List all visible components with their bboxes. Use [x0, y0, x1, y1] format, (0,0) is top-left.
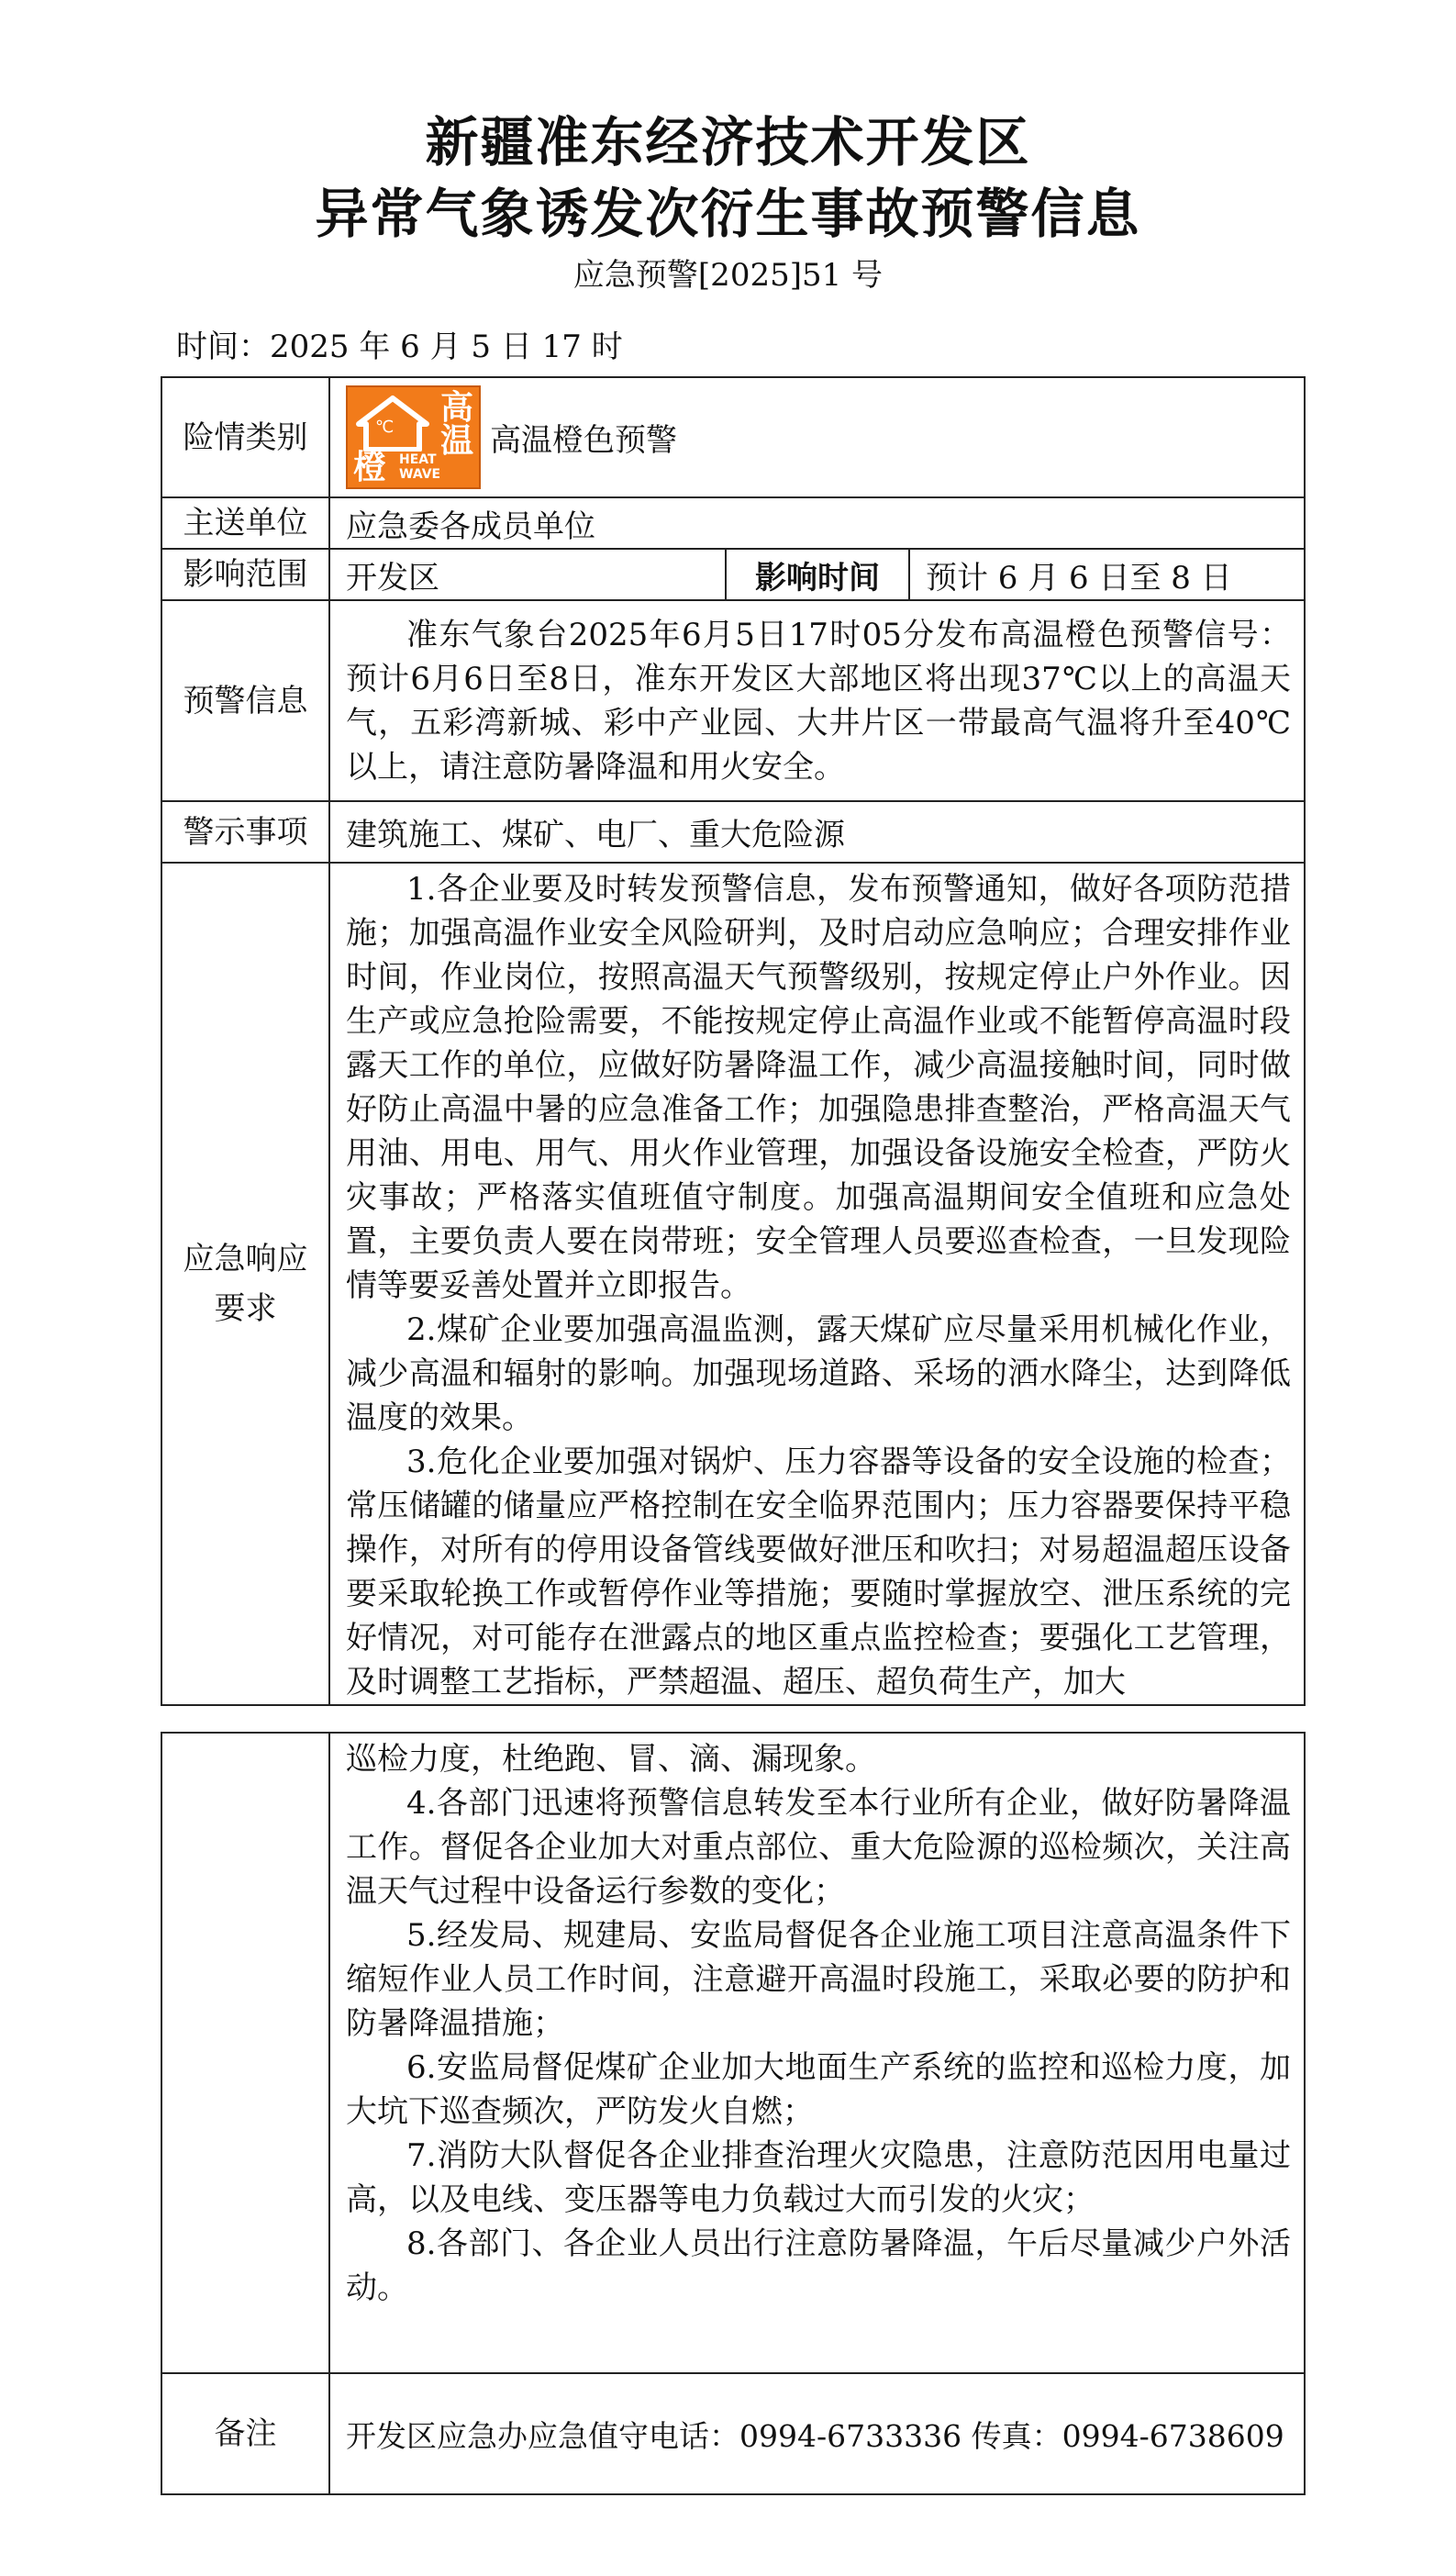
response-item-5: 5.经发局、规建局、安监局督促各企业施工项目注意高温条件下缩短作业人员工作时间，注意避开高温时段施工，采取必要的防护和防暑降温措施；	[346, 1917, 1291, 2042]
scope-value: 开发区	[346, 559, 439, 597]
row-warning	[162, 599, 1304, 800]
row-response	[162, 862, 1304, 1704]
remarks-value: 开发区应急办应急值守电话：0994-6733336 传真：0994-6738609	[346, 2417, 1284, 2454]
row-scope	[162, 548, 1304, 599]
warning-label: 预警信息	[162, 601, 330, 800]
recipient-label: 主送单位	[162, 498, 330, 548]
response-item-6: 6.安监局督促煤矿企业加大地面生产系统的监控和巡检力度，加大坑下巡查频次，严防发火自燃；	[346, 2049, 1291, 2130]
row-recipient	[162, 496, 1304, 548]
badge-char-top: 高	[439, 389, 473, 427]
response-label-empty	[162, 1734, 330, 2372]
response-value-cell	[330, 864, 1304, 1704]
response-label-line1: 应急响应	[183, 1241, 308, 1277]
badge-char-bottom: 橙	[353, 449, 387, 486]
warning-table-continued	[161, 1732, 1306, 2495]
page-title: 新疆准东经济技术开发区	[425, 111, 1031, 173]
celsius-symbol: ℃	[375, 418, 395, 437]
response-label-line2: 要求	[214, 1290, 277, 1327]
alert-value: 建筑施工、煤矿、电厂、重大危险源	[346, 817, 845, 853]
badge-char-mid: 温	[439, 422, 473, 460]
badge-english: HEAT WAVE	[399, 452, 441, 482]
response-value-continued	[330, 1734, 1304, 2372]
response-item-2: 2.煤矿企业要加强高温监测，露天煤矿应尽量采用机械化作业，减少高温和辐射的影响。加强现场道路、采场的洒水降尘，达到降低温度的效果。	[346, 1311, 1291, 1436]
response-item-8: 8.各部门、各企业人员出行注意防暑降温，午后尽量减少户外活动。	[346, 2225, 1291, 2306]
page-subtitle: 异常气象诱发次衍生事故预警信息	[315, 183, 1141, 245]
remarks-label: 备注	[162, 2374, 330, 2493]
row-response-continued	[162, 1734, 1304, 2372]
row-alert	[162, 800, 1304, 862]
issue-time: 时间：2025 年 6 月 5 日 17 时	[176, 329, 623, 365]
response-item-1: 1.各企业要及时转发预警信息，发布预警通知，做好各项防范措施；加强高温作业安全风险研判，及时启动应急响应；合理安排作业时间，作业岗位，按照高温天气预警级别，按规定停止户外作业。因生产或应急抢险需要，不能按规定停止高温作业或不能暂停高温时段露天工作的单位，应做好防暑降温工作，减少高温接触时间，同时做好防止高温中暑的应急准备工作；加强隐患排查整治，严格高温天气用油、用电、用气、用火作业管理，加强设备设施安全检查，严防火灾事故；严格落实值班值守制度。加强高温期间安全值班和应急处置，主要负责人要在岗带班；安全管理人员要巡查检查，一旦发现险情等要妥善处置并立即报告。	[346, 871, 1291, 1304]
heat-warning-orange-icon	[346, 385, 481, 489]
document-number: 应急预警[2025]51 号	[572, 257, 884, 294]
impact-time-value: 预计 6 月 6 日至 8 日	[926, 559, 1232, 597]
response-item-3-continued: 巡检力度，杜绝跑、冒、滴、漏现象。	[346, 1741, 876, 1778]
recipient-value: 应急委各成员单位	[346, 507, 595, 545]
row-category	[162, 378, 1304, 496]
category-value-cell	[330, 378, 1304, 496]
impact-time-label: 影响时间	[755, 559, 880, 597]
alert-label: 警示事项	[162, 802, 330, 862]
warning-text: 准东气象台2025年6月5日17时05分发布高温橙色预警信号：预计6月6日至8日，准东开发区大部地区将出现37℃以上的高温天气，五彩湾新城、彩中产业园、大井片区一带最高气温将升至40℃以上，请注意防暑降温和用火安全。	[346, 616, 1291, 786]
response-label	[162, 864, 330, 1704]
category-label: 险情类别	[162, 378, 330, 496]
response-item-7: 7.消防大队督促各企业排查治理火灾隐患，注意防范因用电量过高，以及电线、变压器等电力负载过大而引发的火灾；	[346, 2137, 1291, 2218]
row-remarks	[162, 2372, 1304, 2493]
category-value: 高温橙色预警	[490, 422, 677, 459]
warning-table	[161, 376, 1306, 1706]
response-item-3: 3.危化企业要加强对锅炉、压力容器等设备的安全设施的检查；常压储罐的储量应严格控制在安全临界范围内；压力容器要保持平稳操作，对所有的停用设备管线要做好泄压和吹扫；对易超温超压设备要采取轮换工作或暂停作业等措施；要随时掌握放空、泄压系统的完好情况，对可能存在泄露点的地区重点监控检查；要强化工艺管理，及时调整工艺指标，严禁超温、超压、超负荷生产，加大	[346, 1444, 1291, 1701]
scope-label: 影响范围	[162, 550, 330, 599]
response-item-4: 4.各部门迅速将预警信息转发至本行业所有企业，做好防暑降温工作。督促各企业加大对重点部位、重大危险源的巡检频次，关注高温天气过程中设备运行参数的变化；	[346, 1785, 1291, 1910]
warning-value-cell	[330, 601, 1304, 800]
